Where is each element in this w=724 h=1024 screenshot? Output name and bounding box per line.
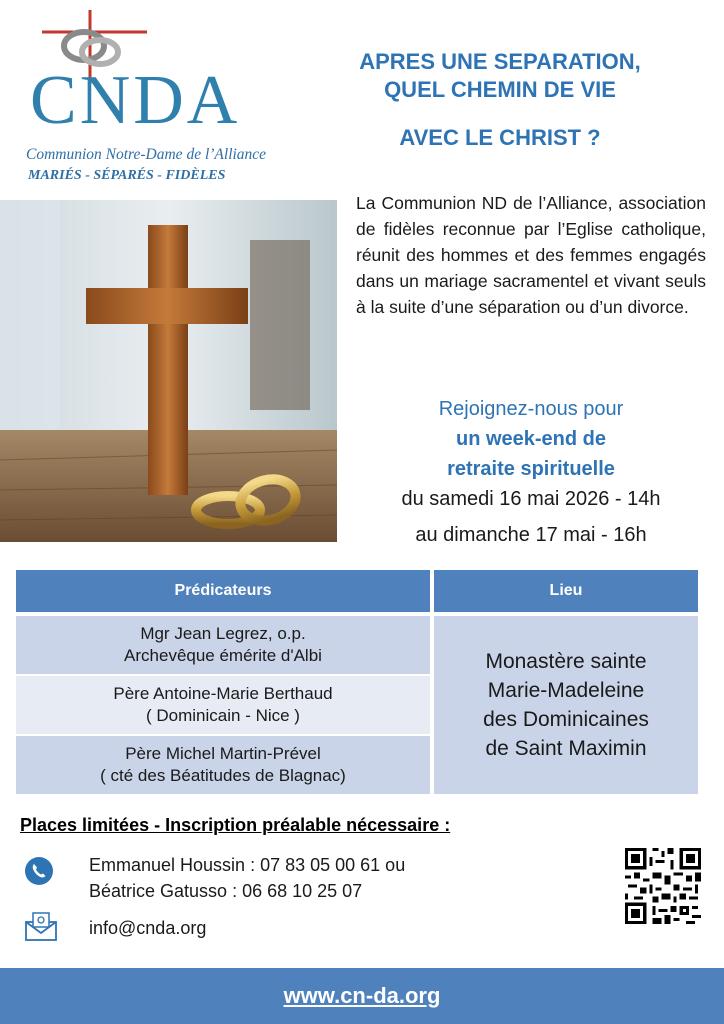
preacher-name: Père Antoine-Marie Berthaud	[113, 684, 333, 703]
logo-letters: CNDA	[30, 62, 241, 139]
invite-date-end: au dimanche 17 mai - 16h	[415, 524, 647, 546]
title-line-3: AVEC LE CHRIST ?	[399, 125, 601, 150]
title-line-2: QUEL CHEMIN DE VIE	[384, 77, 616, 102]
mail-icon	[24, 910, 58, 942]
table-body	[16, 616, 698, 794]
cross-and-rings-photo	[0, 200, 337, 542]
logo-subtitle: Communion Notre-Dame de l’Alliance	[26, 146, 267, 163]
preacher-role: ( Dominicain - Nice )	[146, 706, 300, 725]
email-link[interactable]: info@cnda.org	[89, 918, 207, 938]
invite-date-start: du samedi 16 mai 2026 - 14h	[401, 488, 661, 510]
retreat-invitation	[356, 394, 706, 550]
footer-bar	[0, 968, 724, 1024]
intro-paragraph: La Communion ND de l’Alliance, association de fidèles reconnue par l’Eglise catholique, réunit des hommes et des femmes engagés dans un mariage sacramentel et vivant seuls à la suite d’une séparation ou d’un divorce.	[356, 193, 706, 317]
table-header	[16, 570, 698, 612]
header-preachers: Prédicateurs	[16, 570, 430, 612]
page-title	[310, 48, 690, 152]
registration-notice: Places limitées - Inscription préalable nécessaire :	[20, 815, 451, 835]
place-line: Marie-Madeleine	[487, 679, 645, 702]
invite-what-1: un week-end de	[455, 428, 607, 450]
title-line-1: APRES UNE SEPARATION,	[359, 49, 641, 74]
preacher-name: Mgr Jean Legrez, o.p.	[140, 624, 306, 643]
preachers-place-table	[16, 570, 698, 794]
qr-code-icon[interactable]	[625, 848, 701, 924]
place-line: Monastère sainte	[485, 650, 647, 673]
table-row	[16, 736, 430, 794]
preacher-name: Père Michel Martin-Prével	[125, 744, 321, 763]
place-cell	[434, 616, 698, 794]
header-place: Lieu	[434, 570, 698, 612]
phone-icon	[24, 856, 54, 886]
invite-what-2: retraite spirituelle	[447, 458, 615, 480]
website-link[interactable]: www.cn-da.org	[283, 983, 441, 1008]
preacher-role: Archevêque émérite d'Albi	[124, 646, 322, 665]
preacher-role: ( cté des Béatitudes de Blagnac)	[100, 766, 346, 785]
table-row	[16, 676, 430, 734]
table-row	[16, 616, 430, 674]
place-line: des Dominicaines	[483, 708, 649, 731]
preachers-column	[16, 616, 430, 794]
logo-tagline: MARIÉS - SÉPARÉS - FIDÈLES	[28, 168, 226, 183]
place-line: de Saint Maximin	[485, 737, 647, 760]
cnda-logo	[22, 10, 322, 183]
invite-join: Rejoignez-nous pour	[438, 398, 624, 420]
phone-contact-1[interactable]: Emmanuel Houssin : 07 83 05 00 61 ou	[89, 855, 406, 875]
phone-contacts	[89, 852, 405, 904]
phone-contact-2[interactable]: Béatrice Gatusso : 06 68 10 25 07	[89, 881, 363, 901]
